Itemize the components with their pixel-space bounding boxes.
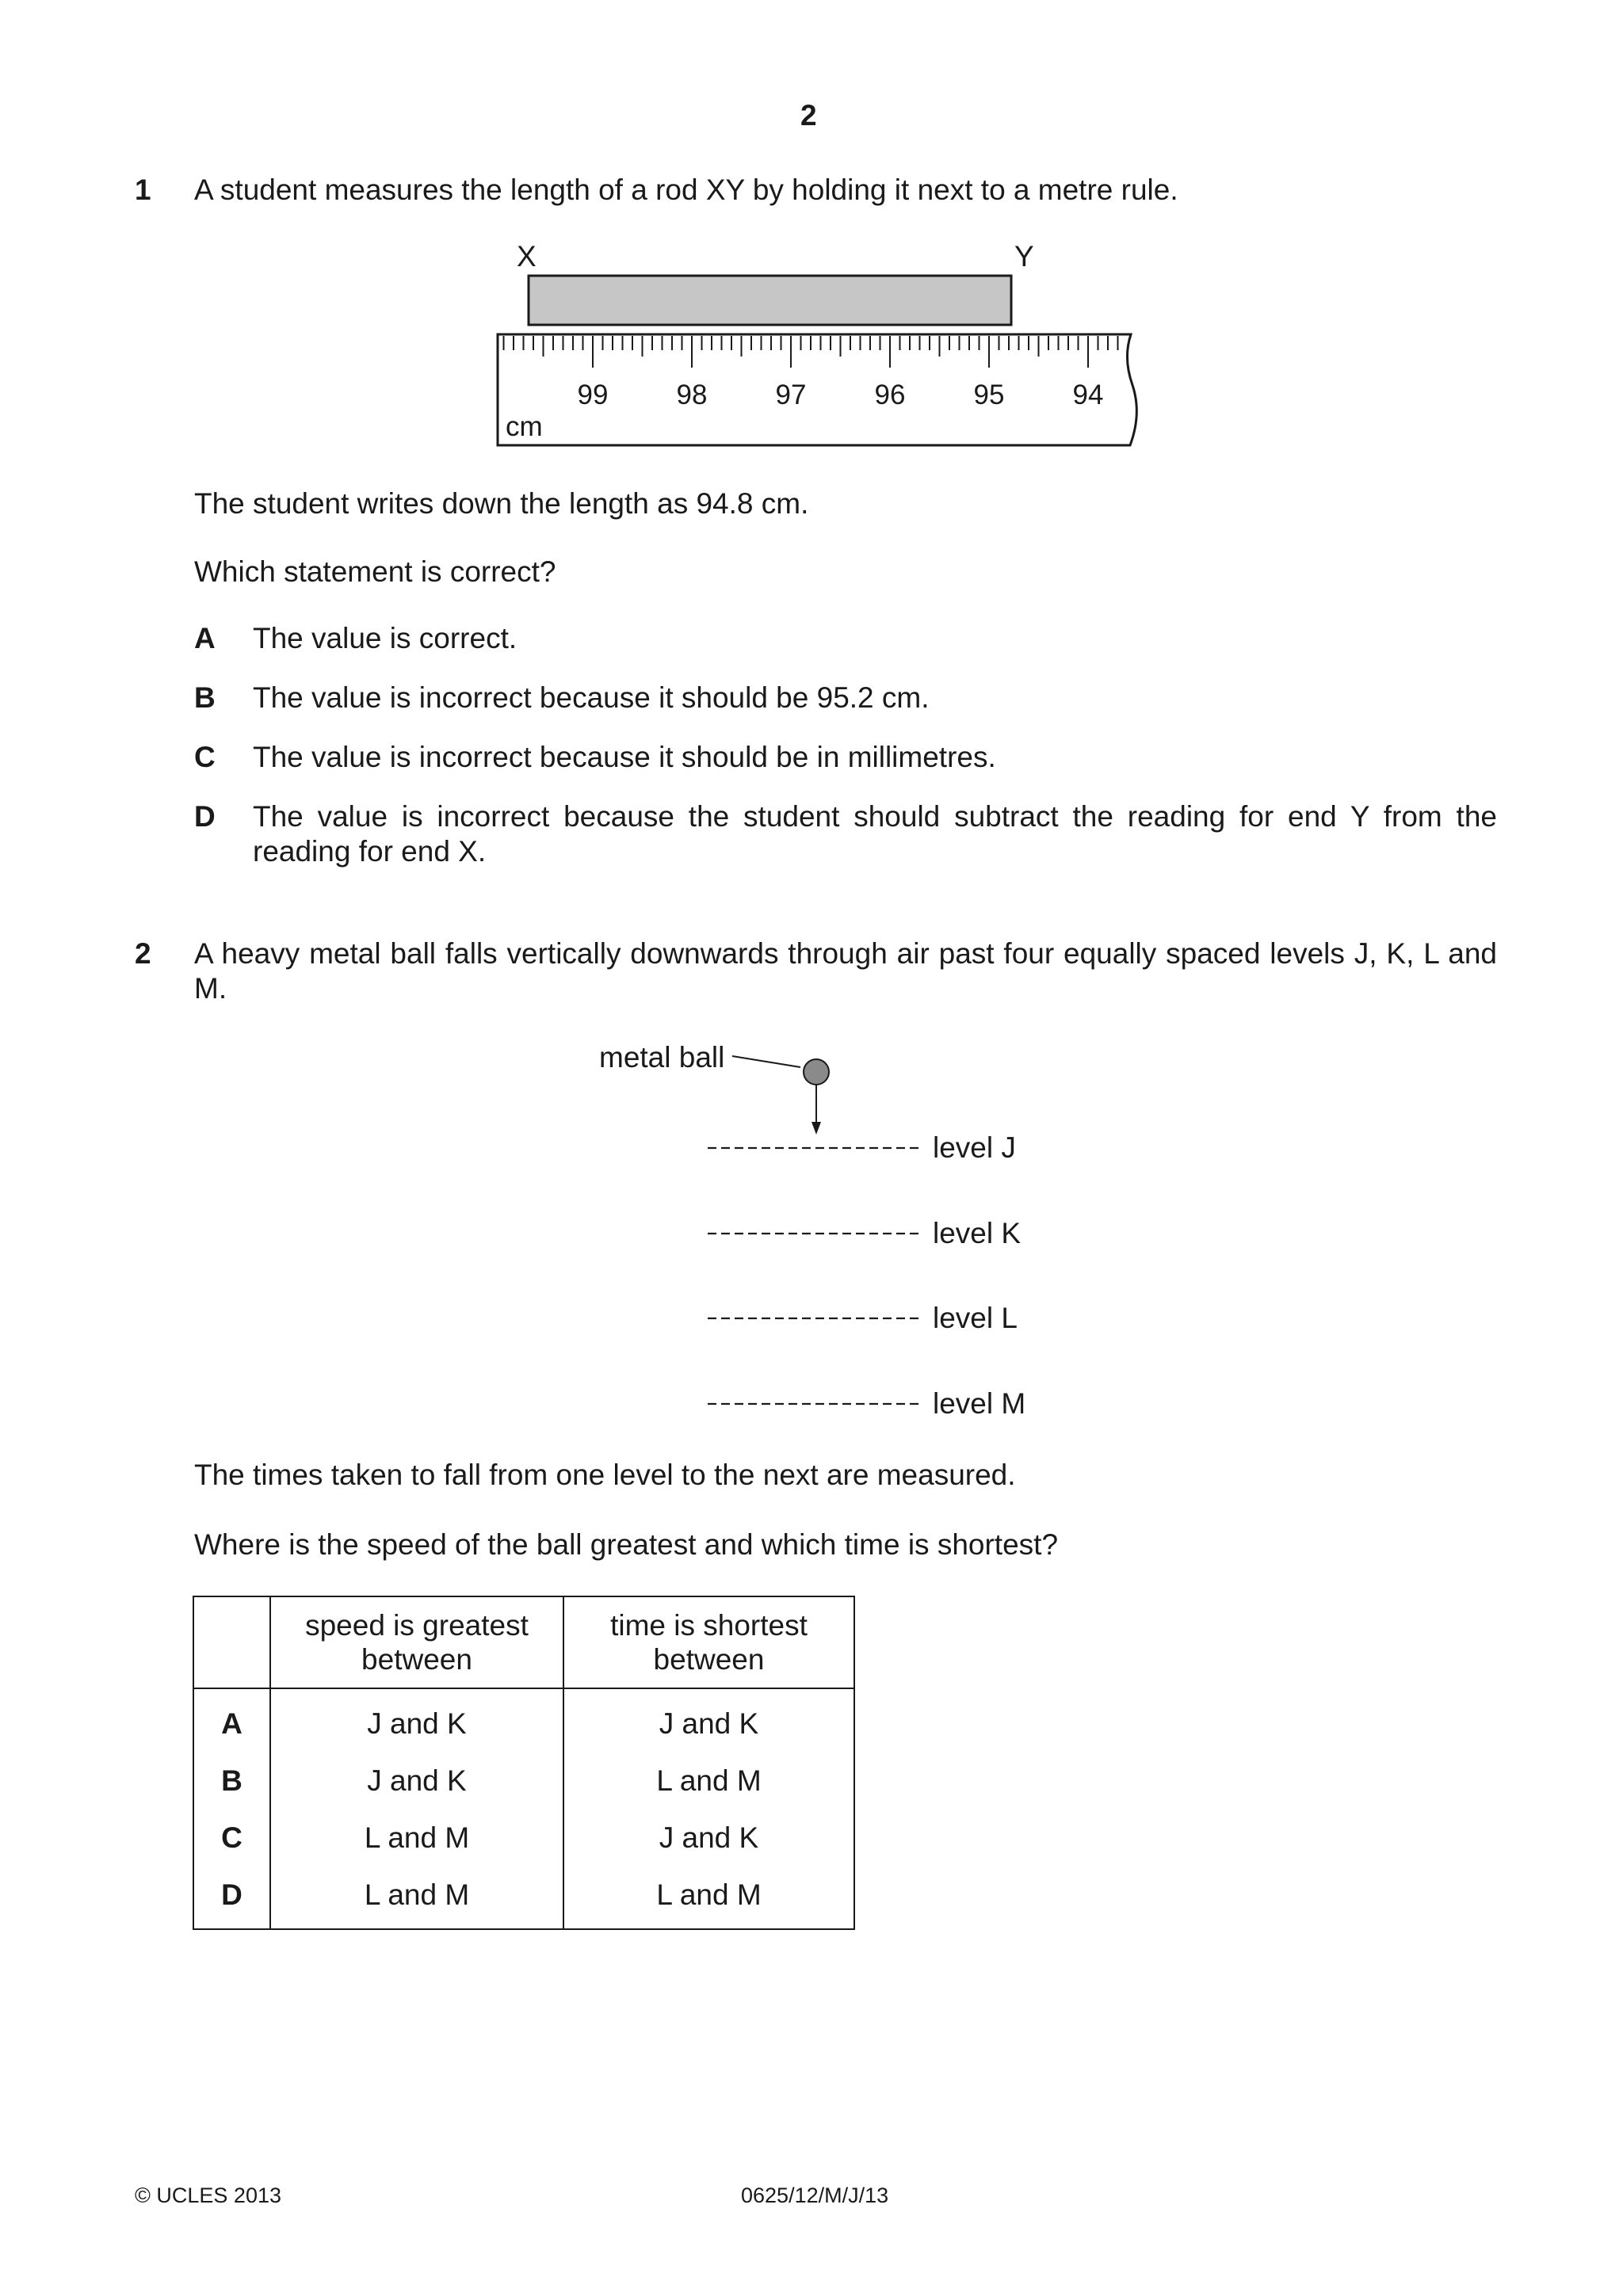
rod-end-y-label: Y bbox=[1014, 240, 1034, 273]
q2-stem: A heavy metal ball falls vertically downwards through air past four equally spaced levels J, K, L and M. bbox=[194, 937, 1497, 1005]
scale-label: 96 bbox=[874, 379, 906, 410]
speed-cell: J and K bbox=[270, 1753, 563, 1810]
table-row bbox=[193, 1688, 854, 1753]
q2-answer-table bbox=[193, 1596, 855, 1930]
table-header-row bbox=[193, 1596, 854, 1688]
option-letter: A bbox=[194, 622, 216, 654]
page-number: 2 bbox=[800, 99, 817, 132]
option-text: The value is incorrect because it should be 95.2 cm. bbox=[253, 681, 930, 714]
q1-question: Which statement is correct? bbox=[194, 555, 556, 588]
time-cell: L and M bbox=[563, 1753, 854, 1810]
footer-copyright: © UCLES 2013 bbox=[135, 2183, 281, 2207]
scale-label: 97 bbox=[775, 379, 807, 410]
row-letter: B bbox=[193, 1753, 270, 1810]
speed-cell: J and K bbox=[270, 1688, 563, 1753]
table-header-blank bbox=[193, 1596, 270, 1688]
scale-label: 95 bbox=[973, 379, 1005, 410]
scale-label: 98 bbox=[676, 379, 708, 410]
speed-header: speed is greatest between bbox=[270, 1596, 563, 1688]
option-text: The value is correct. bbox=[253, 622, 517, 654]
scale-label: 94 bbox=[1072, 379, 1104, 410]
speed-cell: L and M bbox=[270, 1867, 563, 1929]
q2-falling-ball-figure bbox=[586, 1030, 1078, 1442]
metal-ball-label: metal ball bbox=[599, 1041, 725, 1074]
table-row bbox=[193, 1867, 854, 1929]
level-label: level J bbox=[933, 1131, 1016, 1164]
option-letter: B bbox=[194, 681, 216, 714]
option-letter: C bbox=[194, 741, 216, 773]
option-letter: D bbox=[194, 800, 216, 833]
q1-stem: A student measures the length of a rod XY by holding it next to a metre rule. bbox=[194, 174, 1178, 206]
rod bbox=[529, 276, 1011, 325]
fall-arrow-head bbox=[812, 1122, 821, 1135]
footer-paper-code: 0625/12/M/J/13 bbox=[741, 2183, 889, 2207]
ball-leader-line bbox=[732, 1056, 800, 1067]
time-cell: J and K bbox=[563, 1688, 854, 1753]
scale-label: 99 bbox=[577, 379, 609, 410]
level-label: level L bbox=[933, 1302, 1018, 1334]
level-label: level K bbox=[933, 1217, 1022, 1249]
option-text: The value is incorrect because the student should subtract the reading for end Y from the reading for end X. bbox=[253, 800, 1497, 868]
level-lines bbox=[708, 1148, 922, 1404]
q1-ruler-figure bbox=[475, 230, 1157, 460]
time-cell: J and K bbox=[563, 1810, 854, 1867]
time-header: time is shortest between bbox=[563, 1596, 854, 1688]
q2-question: Where is the speed of the ball greatest and which time is shortest? bbox=[194, 1528, 1059, 1561]
level-label: level M bbox=[933, 1387, 1026, 1420]
option-text: The value is incorrect because it should be in millimetres. bbox=[253, 741, 996, 773]
q2-statement: The times taken to fall from one level to the next are measured. bbox=[194, 1459, 1016, 1491]
table-row bbox=[193, 1753, 854, 1810]
q1-statement: The student writes down the length as 94.8 cm. bbox=[194, 487, 809, 520]
q1-number: 1 bbox=[135, 174, 151, 206]
table-row bbox=[193, 1810, 854, 1867]
metal-ball bbox=[804, 1059, 829, 1085]
q2-number: 2 bbox=[135, 937, 151, 970]
row-letter: D bbox=[193, 1867, 270, 1929]
row-letter: A bbox=[193, 1688, 270, 1753]
speed-cell: L and M bbox=[270, 1810, 563, 1867]
rod-end-x-label: X bbox=[517, 240, 537, 273]
time-cell: L and M bbox=[563, 1867, 854, 1929]
row-letter: C bbox=[193, 1810, 270, 1867]
unit-label: cm bbox=[506, 411, 543, 442]
